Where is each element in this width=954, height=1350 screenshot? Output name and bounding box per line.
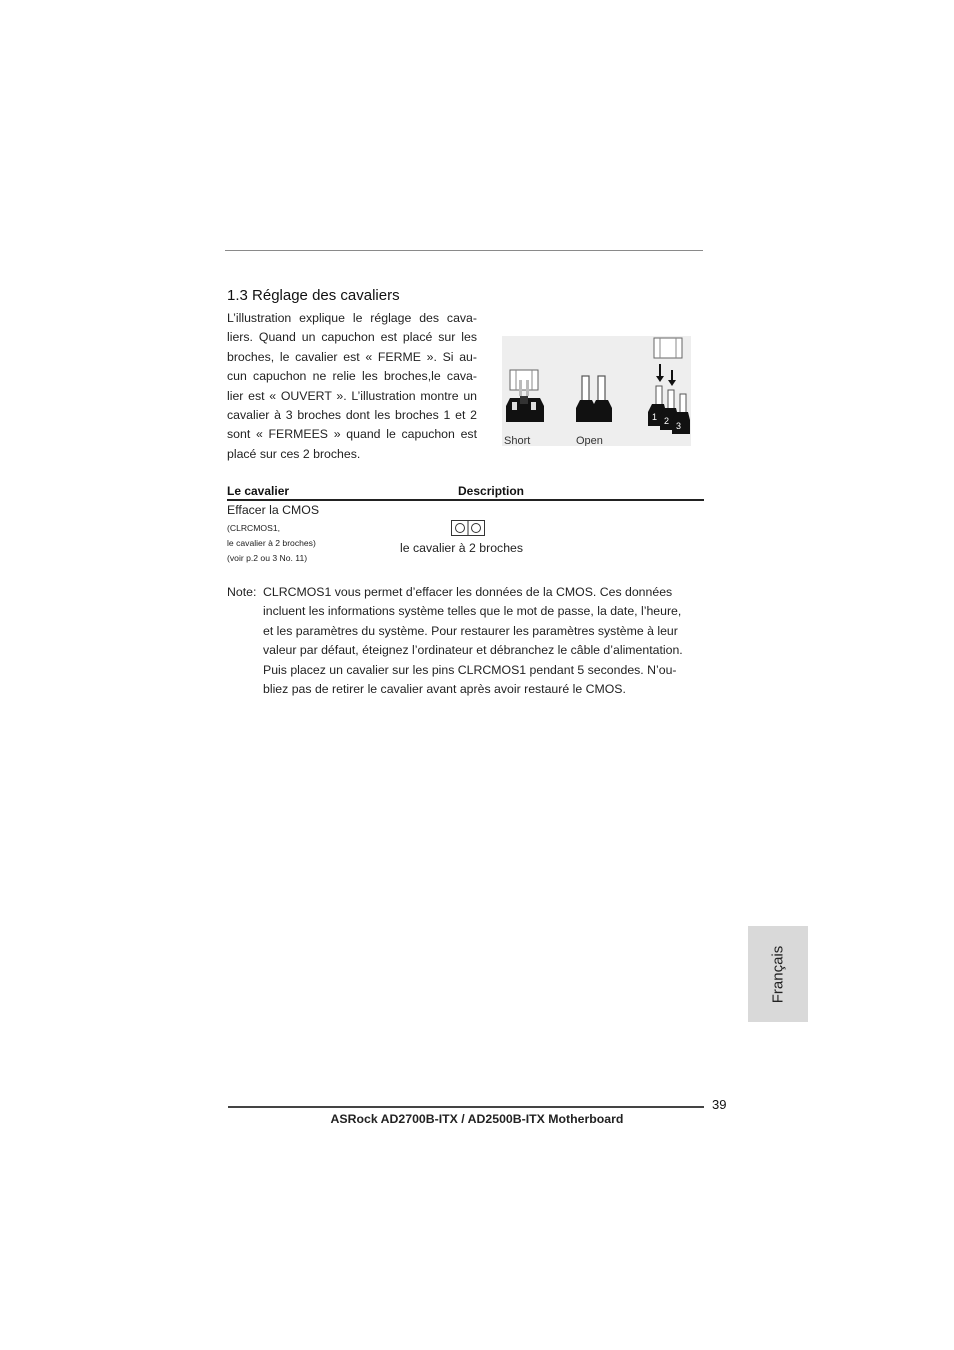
language-tab: [748, 926, 808, 1022]
table-row-detail: (CLRCMOS1,: [227, 523, 281, 533]
note-body: [263, 583, 683, 699]
note-line: CLRCMOS1 vous permet d’effacer les données de la CMOS. Ces données: [263, 585, 673, 599]
note-line: et les paramètres du système. Pour restaurer les paramètres système à leur: [263, 623, 678, 638]
jumper-illustration: [502, 336, 691, 446]
note-line: valeur par défaut, éteignez l’ordinateur et débranchez le câble d’alimentation.: [263, 643, 683, 658]
intro-paragraph: [227, 309, 477, 464]
intro-line: cun capuchon ne relie les broches,le cava-: [227, 369, 477, 384]
note-line: Puis placez un cavalier sur les pins CLRCMOS1 pendant 5 secondes. N’ou-: [263, 662, 677, 677]
section-title: 1.3 Réglage des cavaliers: [227, 287, 400, 304]
table-row-detail: le cavalier à 2 broches): [227, 538, 316, 548]
language-tab-label: Français: [769, 945, 787, 1003]
page-number: 39: [712, 1097, 727, 1112]
intro-line: cavalier à 3 broches dont les broches 1 et 2: [227, 408, 477, 423]
footer-divider: [228, 1106, 704, 1108]
two-pin-jumper-icon: [451, 520, 485, 536]
table-row-detail: (voir p.2 ou 3 No. 11): [227, 553, 308, 563]
open-label: Open: [576, 435, 603, 446]
intro-line: lier est « OUVERT ». L’illustration montre un: [227, 388, 477, 403]
pin-number-3: 3: [676, 421, 682, 431]
intro-line: sont « FERMEES » quand le capuchon est: [227, 427, 477, 442]
note-line: bliez pas de retirer le cavalier avant après avoir restauré le CMOS.: [263, 682, 626, 697]
short-label: Short: [504, 435, 531, 446]
intro-line: placé sur ces 2 broches.: [227, 446, 361, 461]
table-row-name: Effacer la CMOS: [227, 503, 320, 517]
short-jumper-graphic: [506, 370, 544, 422]
note-line: incluent les informations système telles que le mot de passe, la date, l’heure,: [263, 604, 682, 619]
top-divider: [225, 250, 703, 251]
intro-line: liers. Quand un capuchon est placé sur les: [227, 330, 477, 345]
intro-line: broches, le cavalier est « FERME ». Si au-: [227, 349, 477, 364]
table-header-rule: [227, 499, 704, 501]
footer-product-name: ASRock AD2700B-ITX / AD2500B-ITX Motherboard: [330, 1112, 624, 1126]
note-label: Note:: [227, 585, 257, 599]
pin-number-2: 2: [664, 416, 670, 426]
table-header-jumper: Le cavalier: [227, 484, 290, 498]
table-header-description: Description: [458, 484, 525, 498]
open-jumper-graphic: [576, 376, 612, 422]
pin-number-1: 1: [652, 412, 658, 422]
table-row-pin-description: le cavalier à 2 broches: [400, 541, 524, 555]
intro-line: L’illustration explique le réglage des cava-: [227, 311, 477, 325]
